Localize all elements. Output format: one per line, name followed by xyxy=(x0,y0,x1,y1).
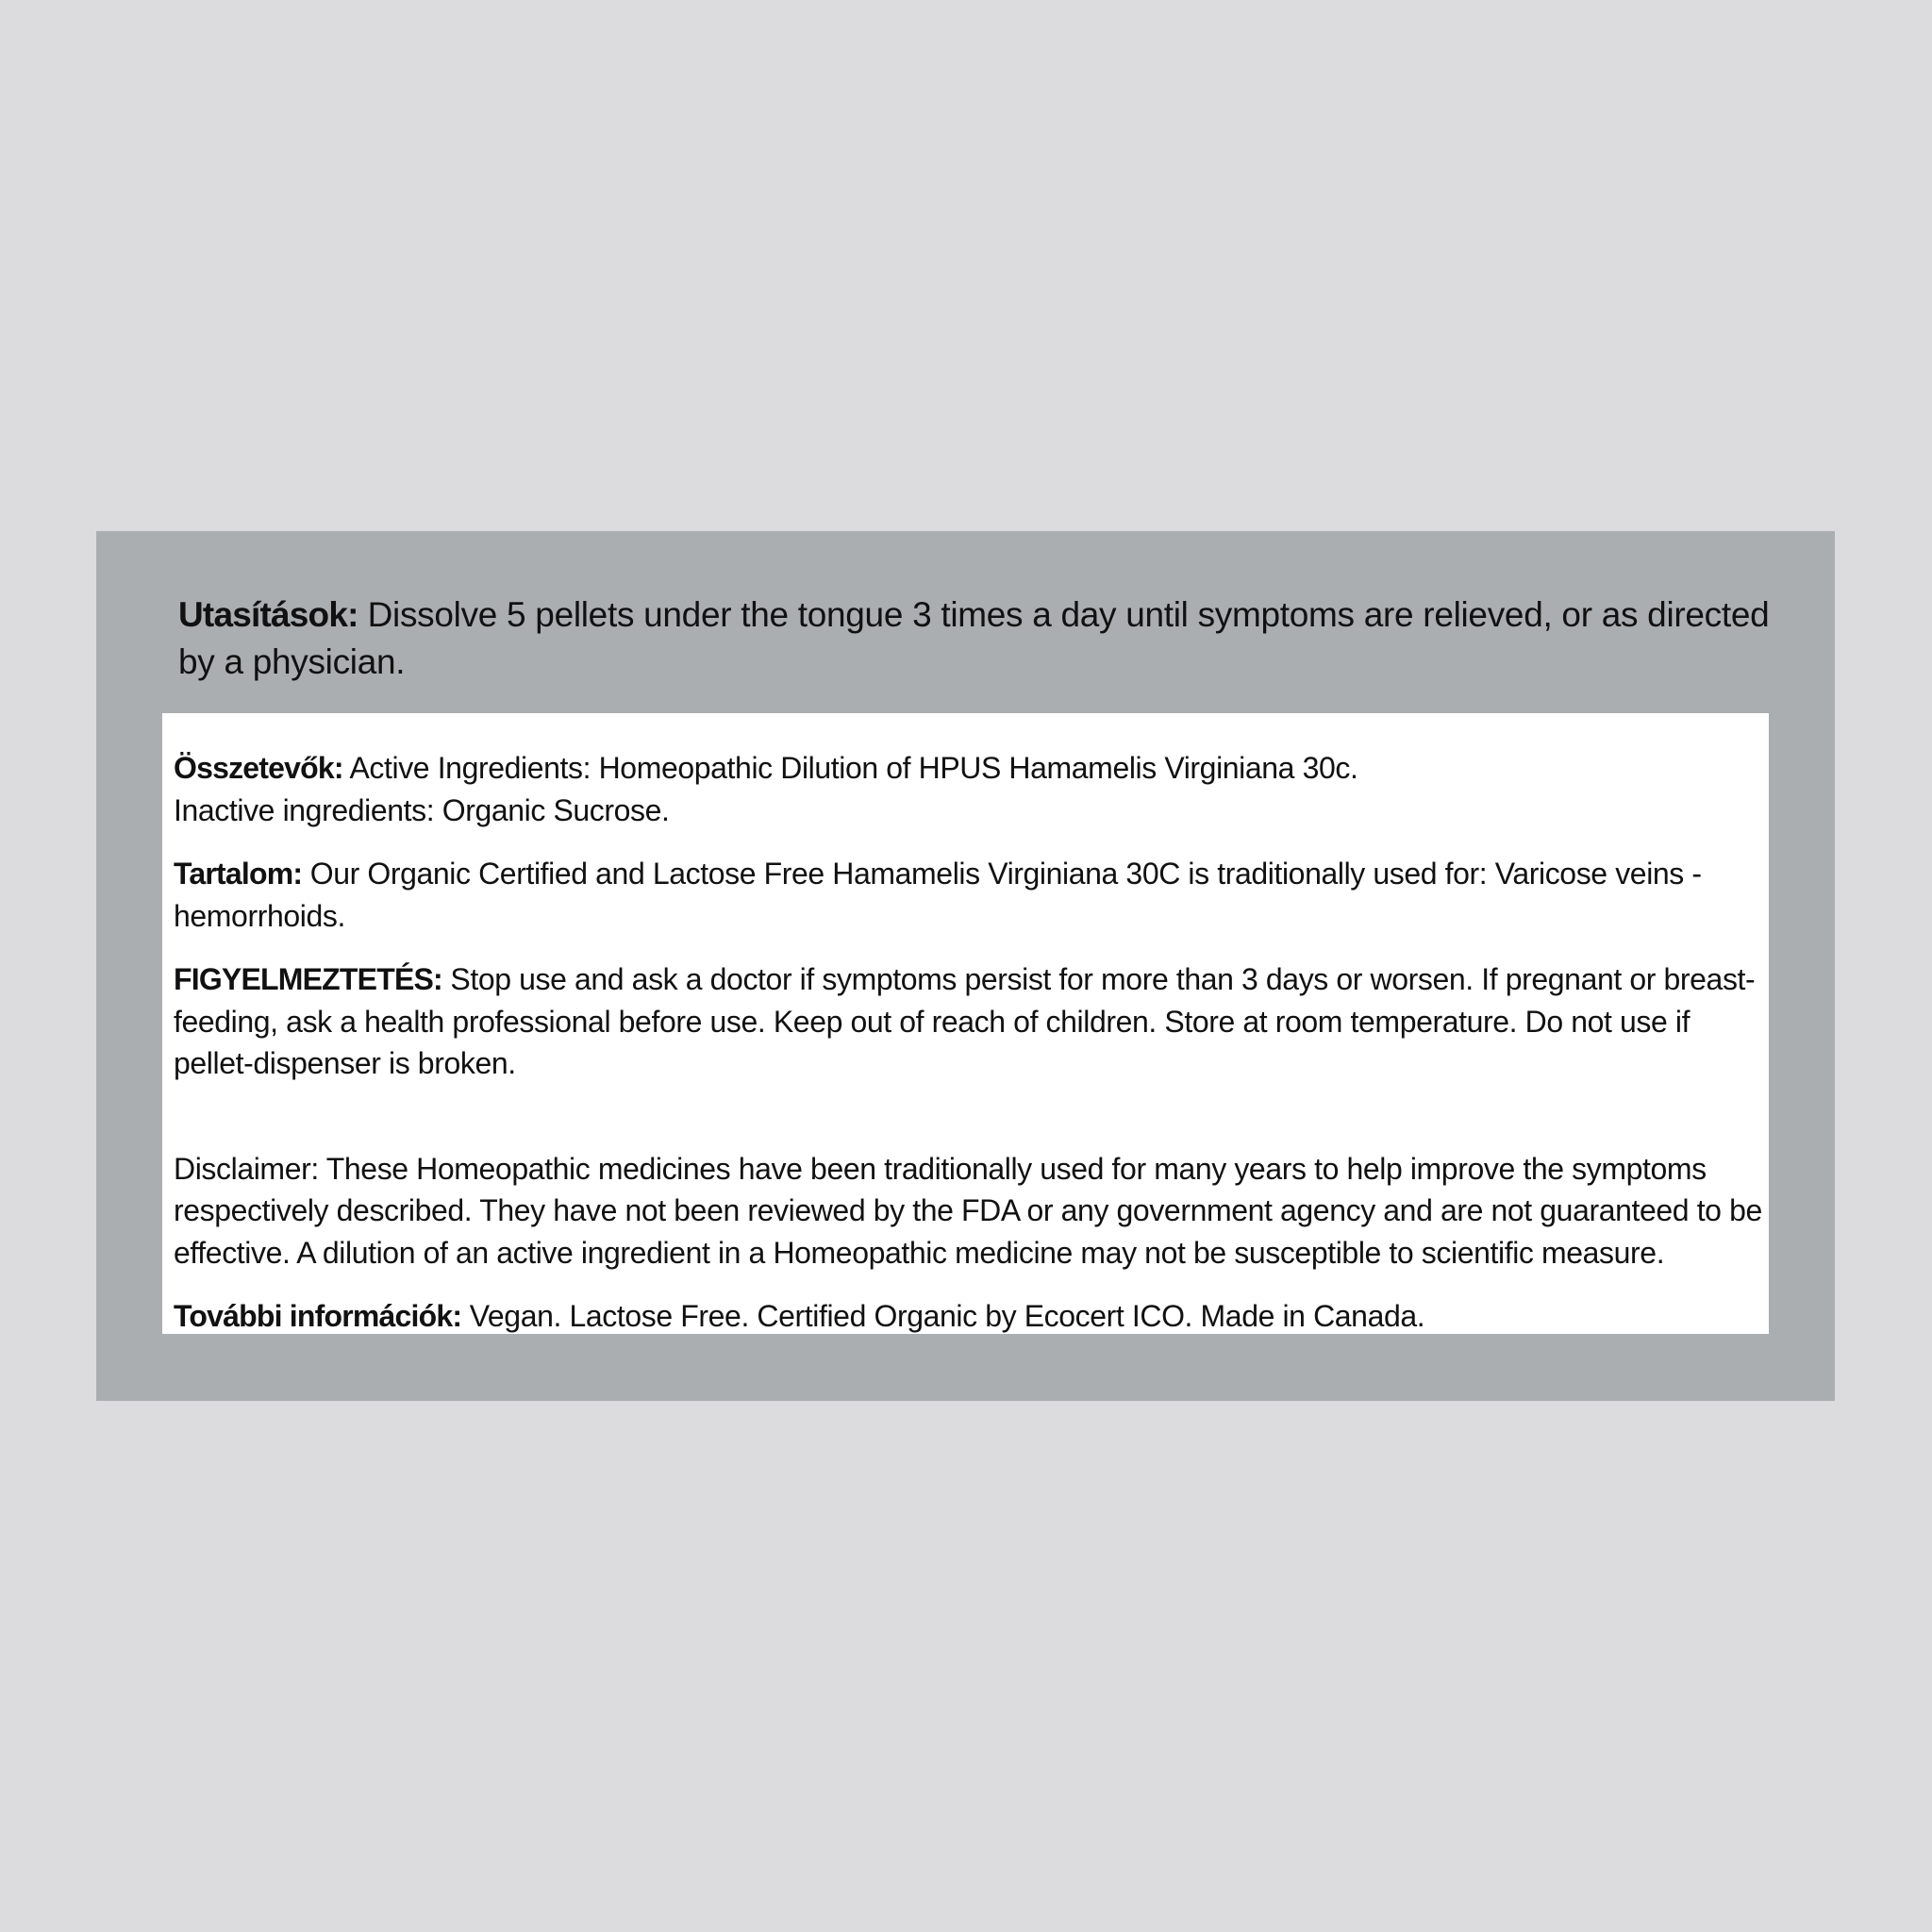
warning-section xyxy=(174,958,1768,1085)
ingredients-active-text: Active Ingredients: Homeopathic Dilution of HPUS Hamamelis Virginiana 30c. xyxy=(342,751,1358,785)
ingredients-inactive-text: Inactive ingredients: Organic Sucrose. xyxy=(174,792,670,827)
disclaimer-section xyxy=(174,1148,1768,1274)
directions-label: Utasítások: xyxy=(178,595,358,634)
warning-label: FIGYELMEZTETÉS: xyxy=(174,962,442,996)
warning-text: Stop use and ask a doctor if symptoms persist for more than 3 days or worsen. If pregnant or breast-feeding, ask a health professional before use. Keep out of reach of children. Store at room temperature. Do not use if pellet-dispenser is broken. xyxy=(174,962,1756,1080)
disclaimer-text: Disclaimer: These Homeopathic medicines have been traditionally used for many years to help improve the symptoms respectively described. They have not been reviewed by the FDA or any government agency and are not guaranteed to be effective. A dilution of an active ingredient in a Homeopathic medicine may not be susceptible to scientific measure. xyxy=(174,1151,1762,1270)
ingredients-section xyxy=(174,747,1768,831)
contents-section xyxy=(174,853,1768,937)
ingredients-label: Összetevők: xyxy=(174,751,343,785)
more-info-label: További információk: xyxy=(174,1299,462,1333)
directions-text: Dissolve 5 pellets under the tongue 3 times a day until symptoms are relieved, or as directed by a physician. xyxy=(178,595,1770,681)
more-info-text: Vegan. Lactose Free. Certified Organic by Ecocert ICO. Made in Canada. xyxy=(461,1299,1425,1333)
directions-section xyxy=(178,591,1773,686)
label-panel xyxy=(96,531,1835,1401)
info-box xyxy=(162,713,1769,1334)
contents-text: Our Organic Certified and Lactose Free Hamamelis Virginiana 30C is traditionally used for: Varicose veins - hemorrhoids. xyxy=(174,857,1702,933)
contents-label: Tartalom: xyxy=(174,857,303,891)
more-info-section xyxy=(174,1295,1768,1338)
